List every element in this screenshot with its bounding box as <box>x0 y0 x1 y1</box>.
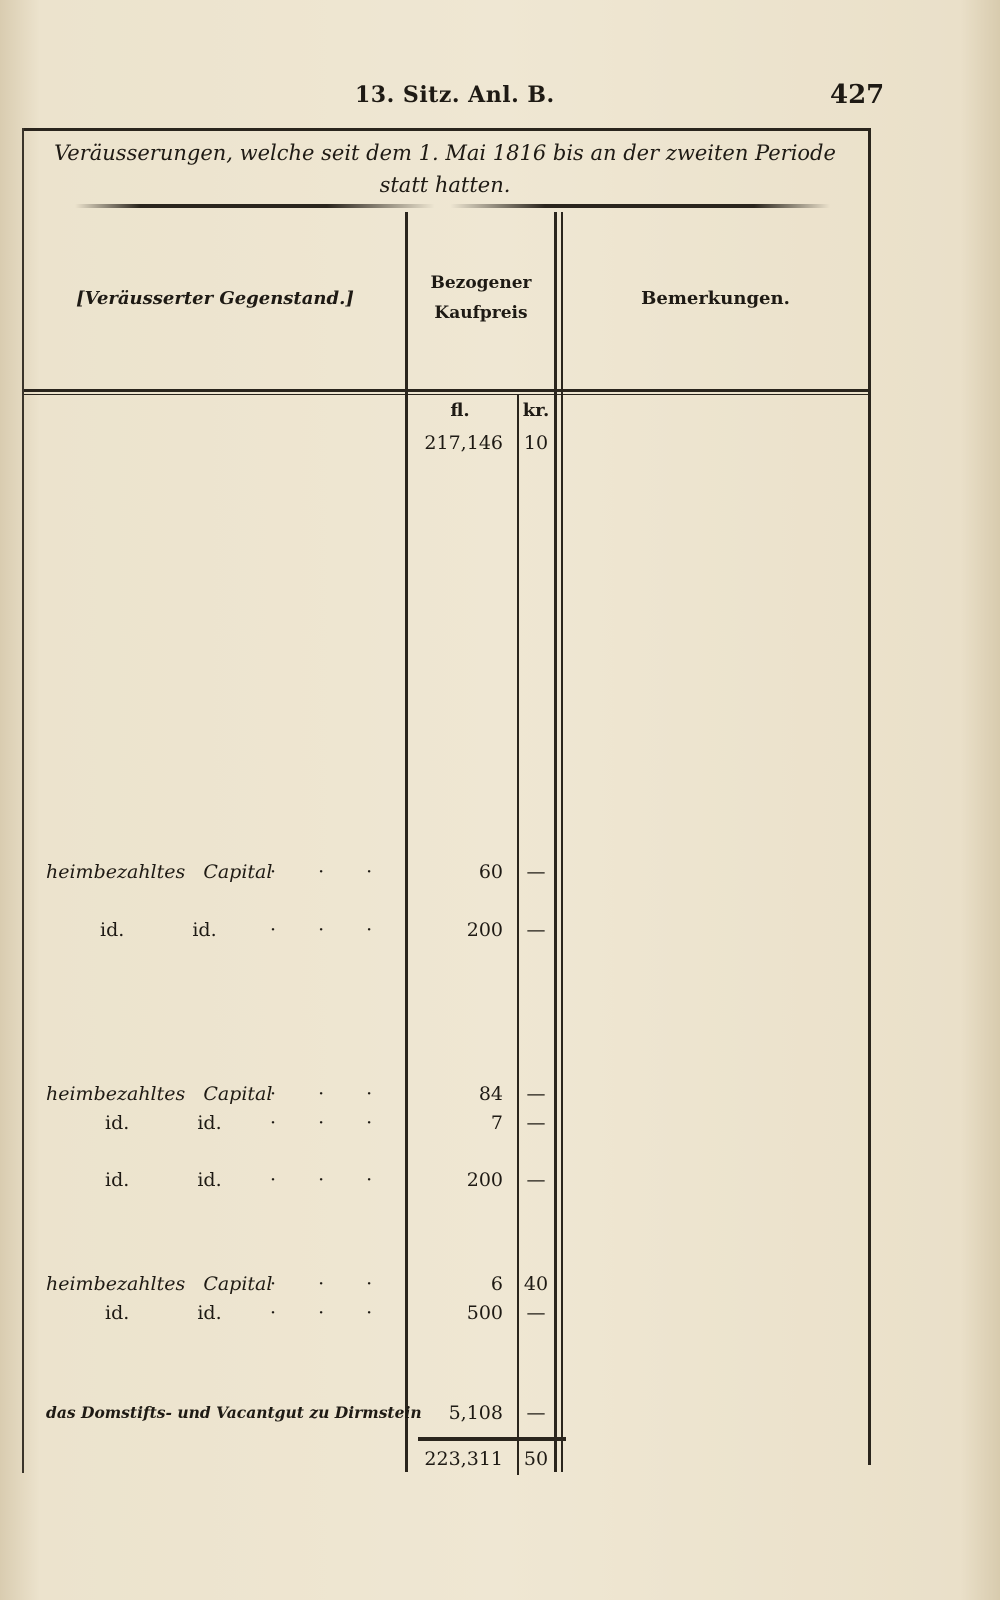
frame-left-rule <box>22 128 24 1473</box>
column-header-remarks: Bemerkungen. <box>641 288 790 309</box>
row-3-desc2: Capital <box>203 1083 273 1105</box>
row-6-dots: · · · <box>270 1273 391 1295</box>
row-6-kr: 40 <box>523 1273 549 1295</box>
row-2-desc <box>100 919 217 941</box>
row-7-desc1: id. <box>105 1302 130 1324</box>
row-8-fl: 5,108 <box>448 1402 503 1424</box>
row-5-desc1: id. <box>105 1169 130 1191</box>
running-header: 13. Sitz. Anl. B. <box>355 82 555 108</box>
page-number: 427 <box>830 80 885 110</box>
row-1-desc2: Capital <box>203 861 273 883</box>
row-1-fl: 60 <box>478 861 503 883</box>
row-1-dots: · · · <box>270 861 391 883</box>
row-3-desc <box>46 1083 272 1105</box>
row-3-dots: · · · <box>270 1083 391 1105</box>
row-4-dots: · · · <box>270 1112 391 1134</box>
header-separator <box>24 389 870 392</box>
column-header-object: [Veräusserter Gegenstand.] <box>76 288 354 309</box>
row-2-desc1: id. <box>100 919 125 941</box>
table-title-line2: statt hatten. <box>379 173 511 197</box>
unit-kreuzer: kr. <box>522 400 550 421</box>
row-5-desc <box>105 1169 222 1191</box>
row-8-desc: das Domstifts- und Vacantgut zu Dirmstein <box>46 1403 422 1422</box>
title-brace-right <box>450 204 830 208</box>
row-7-desc2: id. <box>197 1302 222 1324</box>
row-7-kr: — <box>526 1302 546 1324</box>
row-4-kr: — <box>526 1112 546 1134</box>
title-brace-left <box>75 204 435 208</box>
row-7-dots: · · · <box>270 1302 391 1324</box>
row-6-desc1: heimbezahltes <box>46 1273 186 1295</box>
column-rule-4 <box>561 212 563 1472</box>
row-3-fl: 84 <box>478 1083 503 1105</box>
row-2-kr: — <box>526 919 546 941</box>
row-5-desc2: id. <box>197 1169 222 1191</box>
row-2-fl: 200 <box>466 919 503 941</box>
row-1-kr: — <box>526 861 546 883</box>
total-kr: 50 <box>523 1448 549 1470</box>
row-1-desc1: heimbezahltes <box>46 861 186 883</box>
column-header-price <box>408 268 554 328</box>
row-0-fl: 217,146 <box>424 432 503 454</box>
row-4-desc1: id. <box>105 1112 130 1134</box>
row-2-desc2: id. <box>192 919 217 941</box>
total-fl: 223,311 <box>424 1448 503 1470</box>
row-4-desc <box>105 1112 222 1134</box>
row-1-desc <box>46 861 272 883</box>
table-title-line1: Veräusserungen, welche seit dem 1. Mai 1816 bis an der zweiten Periode <box>54 141 836 165</box>
row-6-fl: 6 <box>490 1273 503 1295</box>
row-0-kr: 10 <box>523 432 549 454</box>
row-5-dots: · · · <box>270 1169 391 1191</box>
column-rule-3 <box>554 212 557 1472</box>
row-7-fl: 500 <box>466 1302 503 1324</box>
row-6-desc <box>46 1273 272 1295</box>
header-separator-thin <box>24 394 870 395</box>
unit-florin: fl. <box>450 400 470 421</box>
row-5-fl: 200 <box>466 1169 503 1191</box>
row-4-desc2: id. <box>197 1112 222 1134</box>
table-title <box>40 137 850 201</box>
row-5-kr: — <box>526 1169 546 1191</box>
row-4-fl: 7 <box>490 1112 503 1134</box>
row-3-kr: — <box>526 1083 546 1105</box>
price-header-line2: Kaufpreis <box>434 303 528 323</box>
row-3-desc1: heimbezahltes <box>46 1083 186 1105</box>
row-8-kr: — <box>526 1402 546 1424</box>
price-header-line1: Bezogener <box>430 273 532 293</box>
row-2-dots: · · · <box>270 919 391 941</box>
row-7-desc <box>105 1302 222 1324</box>
frame-right-rule <box>868 128 871 1465</box>
row-6-desc2: Capital <box>203 1273 273 1295</box>
